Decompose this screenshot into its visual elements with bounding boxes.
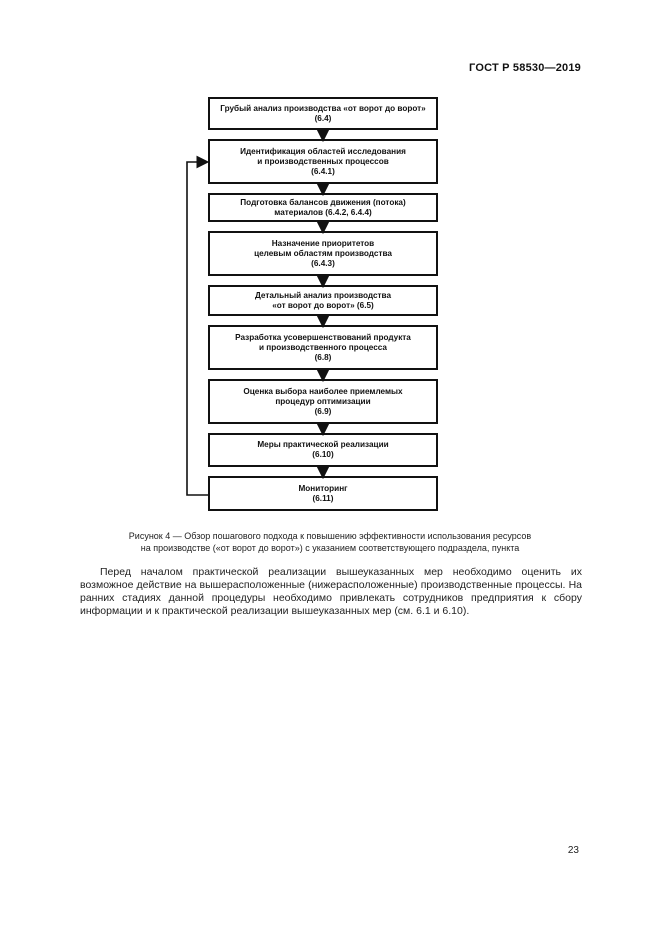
- page-number: 23: [567, 845, 579, 856]
- flow-step-1-text: Грубый анализ производства «от ворот до ворот» (6.4): [220, 103, 426, 123]
- caption-line-2: на производстве («от ворот до ворот») с указанием соответствующего подраздела, пункта: [140, 543, 520, 553]
- flow-step-7: [208, 379, 438, 424]
- flow-step-8: [208, 433, 438, 467]
- flow-step-6: [208, 325, 438, 370]
- flow-step-2-text: Идентификация областей исследования и производственных процессов (6.4.1): [240, 146, 406, 176]
- figure-caption: [80, 530, 580, 554]
- document-code: ГОСТ Р 58530—2019: [469, 62, 581, 74]
- caption-line-1: Рисунок 4 — Обзор пошагового подхода к повышению эффективности использования ресурсов: [128, 531, 532, 541]
- flow-step-4-text: Назначение приоритетов целевым областям производства (6.4.3): [254, 238, 392, 268]
- body-paragraph: Перед началом практической реализации вышеуказанных мер необходимо оценить их возможное действие на вышерасположенные (нижерасположенные) производственные процессы. На ранних стадиях данной процедуры необходимо привлекать сотрудников предприятия к сбору информации и к практической реализации вышеуказанных мер (см. 6.1 и 6.10).: [80, 566, 582, 617]
- flow-step-8-text: Меры практической реализации (6.10): [257, 440, 389, 459]
- flow-step-9: [208, 476, 438, 511]
- flow-step-7-text: Оценка выбора наиболее приемлемых процедур оптимизации (6.9): [243, 386, 403, 416]
- flow-step-4: [208, 231, 438, 276]
- feedback-loop: [187, 162, 208, 495]
- flow-step-2: [208, 139, 438, 184]
- flow-step-5-text: Детальный анализ производства «от ворот до ворот» (6.5): [254, 290, 392, 310]
- flow-step-3-text: Подготовка балансов движения (потока) материалов (6.4.2, 6.4.4): [240, 197, 406, 217]
- flow-step-1: [208, 97, 438, 130]
- flow-step-9-text: Мониторинг (6.11): [298, 483, 348, 503]
- flow-step-6-text: Разработка усовершенствований продукта и производственного процесса (6.8): [235, 332, 411, 362]
- flow-step-3: [208, 193, 438, 222]
- flow-step-5: [208, 285, 438, 316]
